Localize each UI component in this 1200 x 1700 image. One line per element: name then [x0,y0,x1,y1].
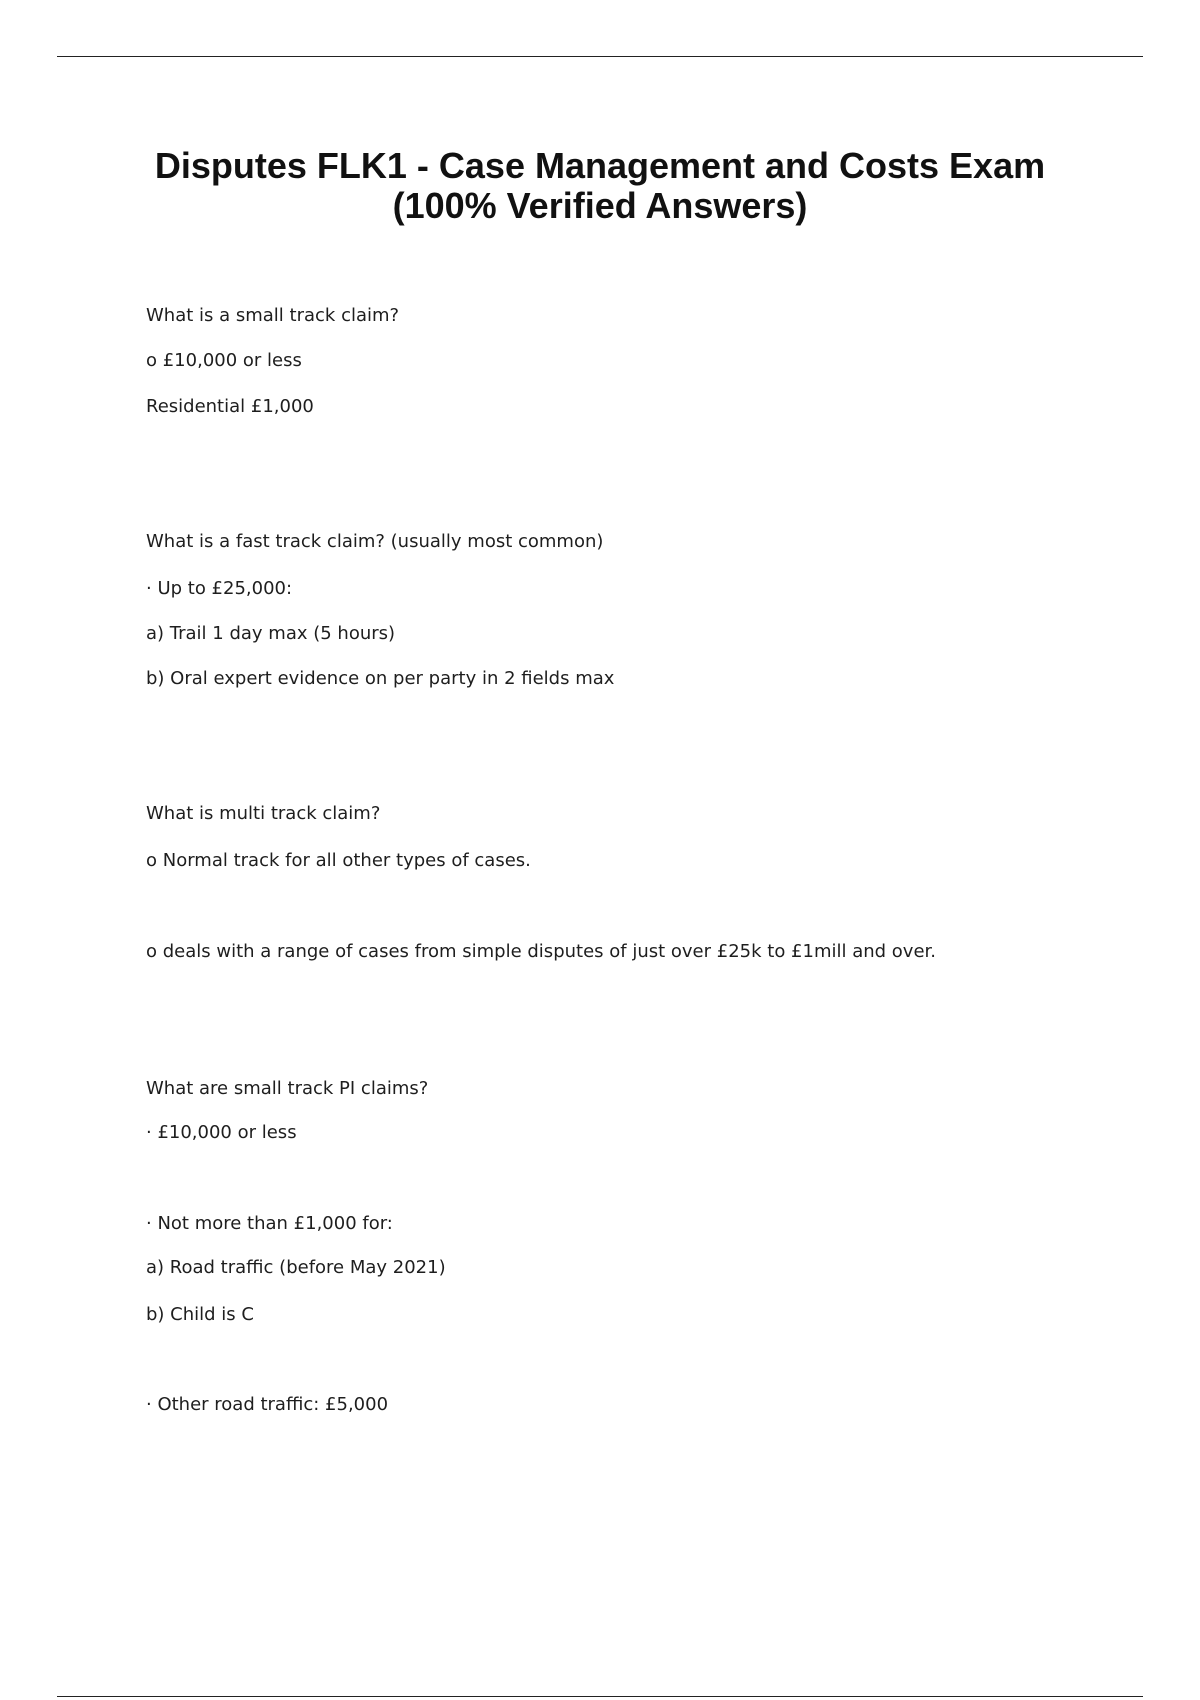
answer-line: o deals with a range of cases from simple disputes of just over £25k to £1mill and over. [146,941,937,962]
title-line-1: Disputes FLK1 - Case Management and Costs Exam [154,145,1046,186]
question-multi-track: What is multi track claim? [146,803,381,824]
answer-line: · Other road traffic: £5,000 [146,1394,389,1415]
footer-rule [57,1696,1143,1697]
answer-line: b) Oral expert evidence on per party in 2 fields max [146,668,615,689]
answer-line: o £10,000 or less [146,350,302,371]
answer-line: · Up to £25,000: [146,578,293,599]
answer-line: a) Road traffic (before May 2021) [146,1257,446,1278]
title-line-2: (100% Verified Answers) [392,185,808,226]
answer-line: · £10,000 or less [146,1122,297,1143]
answer-line: a) Trail 1 day max (5 hours) [146,623,396,644]
answer-line: Residential £1,000 [146,396,314,417]
question-small-track-pi: What are small track PI claims? [146,1078,429,1099]
answer-line: · Not more than £1,000 for: [146,1213,393,1234]
question-fast-track: What is a fast track claim? (usually most common) [146,531,604,552]
answer-line: b) Child is C [146,1304,254,1325]
header-rule [57,56,1143,57]
question-small-track: What is a small track claim? [146,305,400,326]
answer-line: o Normal track for all other types of cases. [146,850,531,871]
document-title [57,146,1143,226]
